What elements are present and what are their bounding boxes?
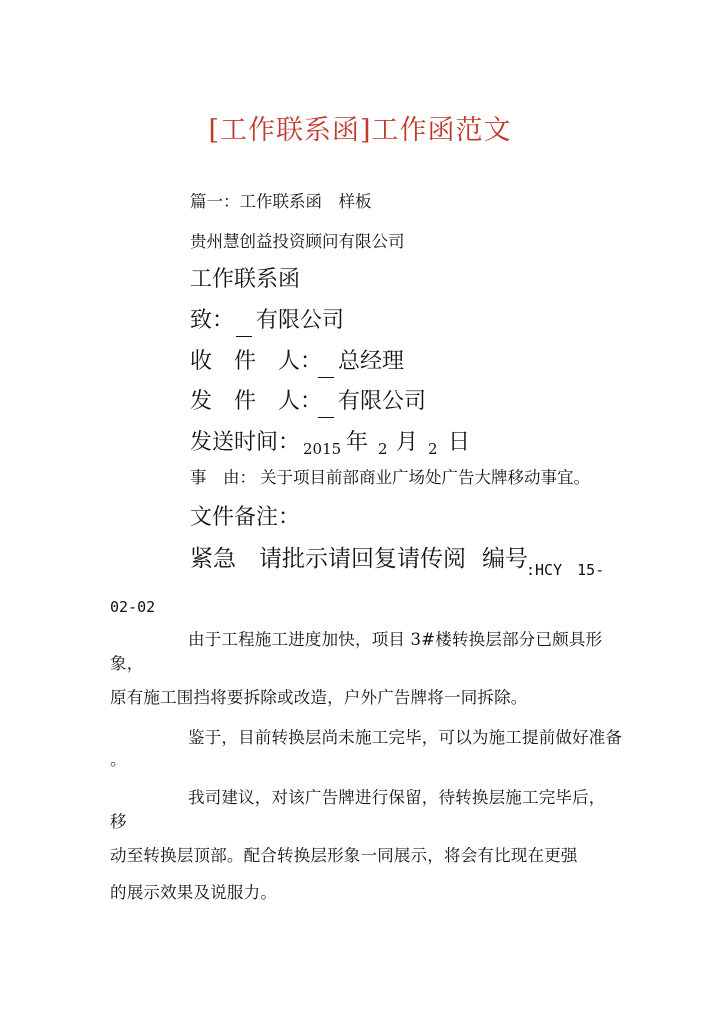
date-year-unit: 年 [346,430,369,455]
number-value-continued: 02-02 [110,598,156,616]
paragraph-3-line-2: 移 [110,812,127,831]
date-month-unit: 月 [396,430,419,455]
date-month: 2 [378,440,388,458]
date-day-unit: 日 [448,430,471,455]
number-label: 编号 [482,546,528,572]
paragraph-2-line-1: 鉴于，目前转换层尚未施工完毕，可以为施工提前做好准备 [188,728,623,747]
blank-underline [318,417,334,418]
date-day: 2 [428,440,438,458]
document-title: [工作联系函]工作函范文 [208,115,512,146]
paragraph-1-line-3: 原有施工围挡将要拆除或改造，户外广告牌将一同拆除。 [110,688,528,707]
blank-underline [236,336,252,337]
recipient-value: 总经理 [338,349,405,374]
letter-type: 工作联系函 [190,267,301,292]
date-label: 发送时间： [190,430,301,455]
date-year: 2015 [303,440,342,458]
subject-label: 事 由： [190,468,256,487]
sender-label: 发 件 人： [190,389,323,414]
blank-underline [318,377,334,378]
sender-value: 有限公司 [338,389,427,414]
paragraph-3-line-3: 动至转换层顶部。配合转换层形象一同展示，将会有比现在更强 [110,846,578,865]
paragraph-3-line-1: 我司建议，对该广告牌进行保留，待转换层施工完毕后， [188,788,606,807]
to-value: 有限公司 [256,308,345,333]
company-name: 贵州慧创益投资顾问有限公司 [190,232,405,251]
remarks-label: 文件备注： [190,505,301,530]
paragraph-2-line-2: 。 [110,750,127,769]
paragraph-1-line-2: 象， [110,654,144,673]
chapter-heading: 篇一：工作联系函 样板 [190,192,372,211]
number-value: :HCY 15- [526,561,605,579]
to-label: 致： [190,308,235,333]
recipient-label: 收 件 人： [190,349,323,374]
document-flags: 紧急 请批示请回复请传阅 [190,546,466,572]
paragraph-1-line-1: 由于工程施工进度加快，项目 3#楼转换层部分已颇具形 [188,630,603,649]
paragraph-3-line-4: 的展示效果及说服力。 [110,883,277,902]
subject-value: 关于项目前部商业广场处广告大牌移动事宜。 [260,468,590,487]
